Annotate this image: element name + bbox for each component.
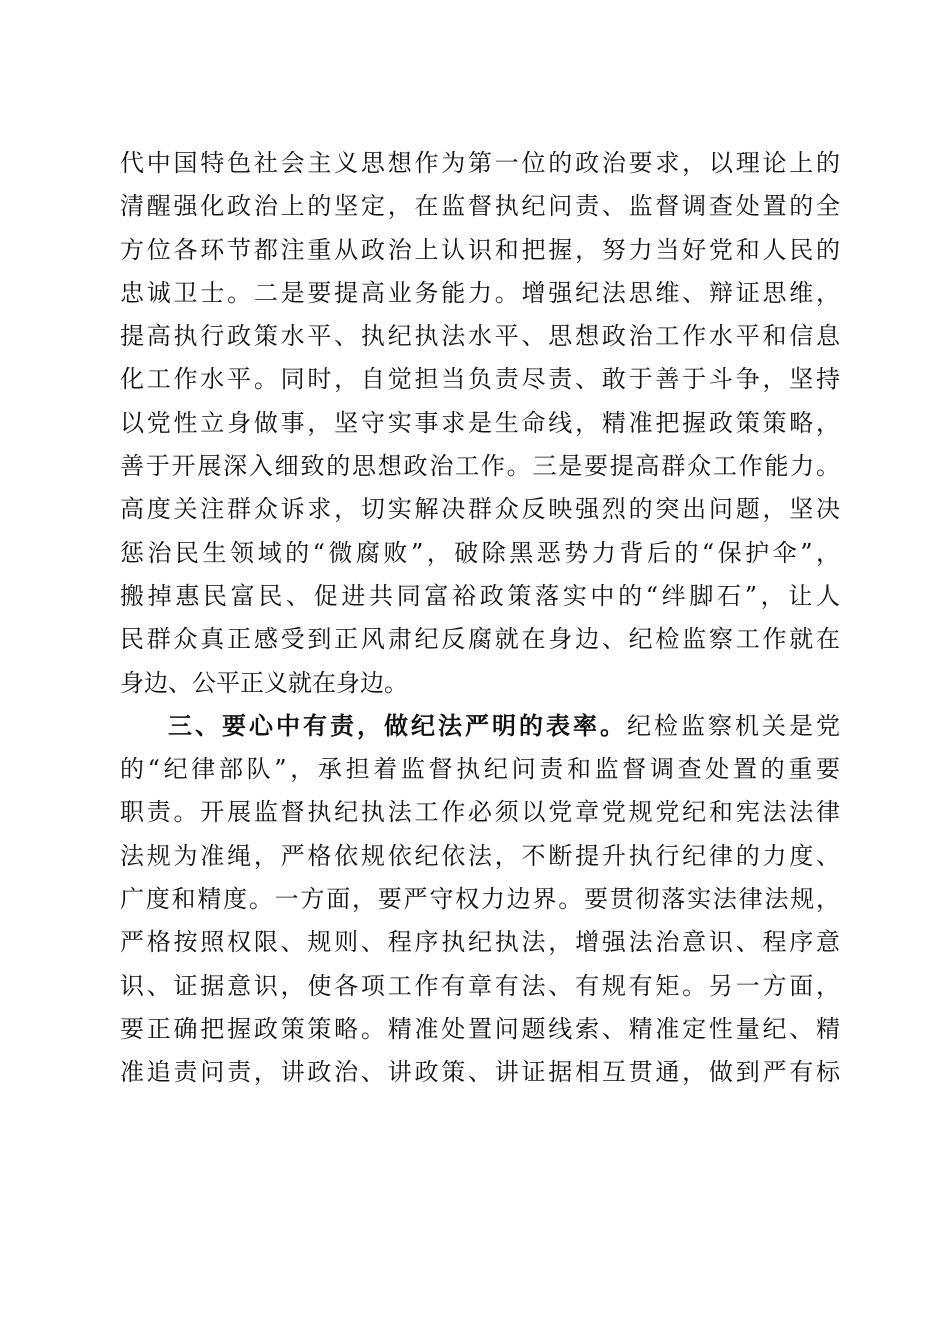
text-line: 准追责问责，讲政治、讲政策、讲证据相互贯通，做到严有标 [120,1058,840,1087]
text-line: 忠诚卫士。二是要提高业务能力。增强纪法思维、辩证思维， [120,278,840,307]
text-line: 以党性立身做事，坚守实事求是生命线，精准把握政策策略， [120,408,840,437]
text-line: 提高执行政策水平、执纪执法水平、思想政治工作水平和信息 [120,322,840,351]
text-line: 法规为准绳，严格依规依纪依法，不断提升执行纪律的力度、 [120,841,840,870]
text-line: 代中国特色社会主义思想作为第一位的政治要求，以理论上的 [120,149,840,177]
paragraph-first-line [120,705,840,748]
text-run: 纪检监察机关是党 [627,711,840,740]
section-heading: 三、要心中有责，做纪法严明的表率。 [168,711,627,740]
document-body [120,142,840,1095]
text-line: 民群众真正感受到正风肃纪反腐就在身边、纪检监察工作就在 [120,625,840,654]
text-line: 善于开展深入细致的思想政治工作。三是要提高群众工作能力。 [120,452,840,481]
text-line: 职责。开展监督执纪执法工作必须以党章党规党纪和宪法法律 [120,798,840,827]
text-line: 化工作水平。同时，自觉担当负责尽责、敢于善于斗争，坚持 [120,365,840,394]
text-line: 要正确把握政策策略。精准处置问题线索、精准定性量纪、精 [120,1014,840,1043]
text-line: 广度和精度。一方面，要严守权力边界。要贯彻落实法律法规， [120,885,840,914]
text-line: 识、证据意识，使各项工作有章有法、有规有矩。另一方面， [120,971,840,1000]
paragraph-1 [120,142,840,705]
text-line: 搬掉惠民富民、促进共同富裕政策落实中的“绊脚石”，让人 [120,581,840,610]
text-line: 严格按照权限、规则、程序执纪执法，增强法治意识、程序意 [120,928,840,957]
text-line: 惩治民生领域的“微腐败”，破除黑恶势力背后的“保护伞”， [120,538,840,567]
text-line: 身边、公平正义就在身边。 [120,668,408,697]
text-line: 方位各环节都注重从政治上认识和把握，努力当好党和人民的 [120,235,840,264]
paragraph-2 [120,705,840,1095]
text-line: 的“纪律部队”，承担着监督执纪问责和监督调查处置的重要 [120,755,840,784]
text-line: 高度关注群众诉求，切实解决群众反映强烈的突出问题，坚决 [120,495,840,524]
text-line: 清醒强化政治上的坚定，在监督执纪问责、监督调查处置的全 [120,192,840,221]
